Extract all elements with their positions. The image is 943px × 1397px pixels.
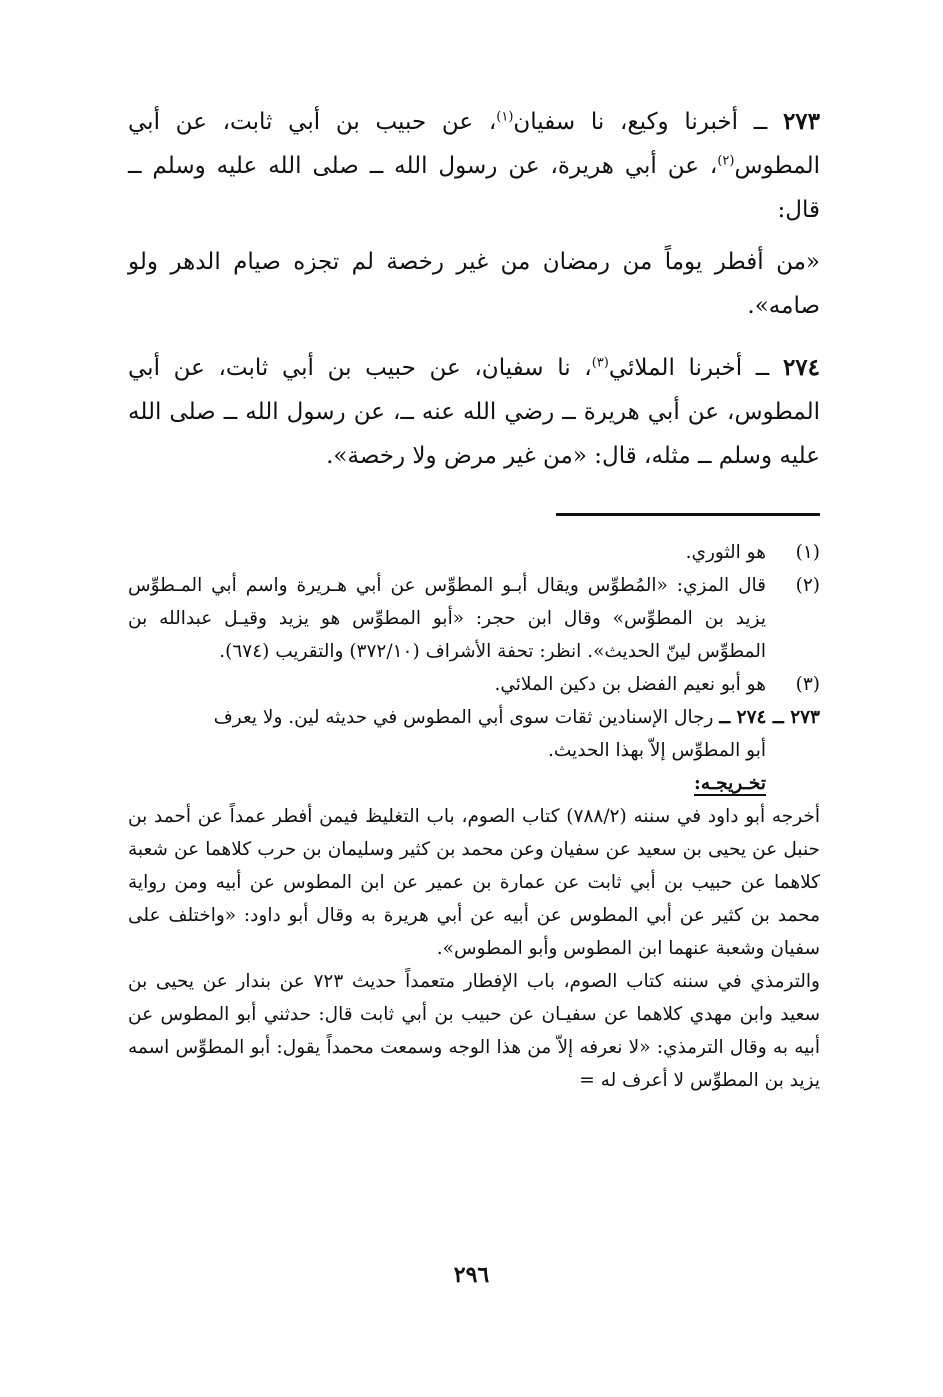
footnote-ref[interactable]: (٣)	[591, 355, 609, 371]
hadith-text: ، نا سفيان، عن حبيب بن أبي ثابت، عن أبي المطوس، عن أبي هريرة ــ رضي الله عنه ــ، عن رسول الله ــ صلى الله عليه وسلم ــ مثله، قال: «من غير مرض ولا رخصة».	[128, 355, 820, 469]
footnote-text: هو أبو نعيم الفضل بن دكين الملائي.	[494, 674, 766, 695]
takhrij-heading-text: تخـريجـه:	[694, 773, 766, 794]
footnote-separator	[556, 513, 820, 516]
hadith-number: ٢٧٣	[782, 108, 821, 135]
hadith-text: ــ أخبرنا وكيع، نا سفيان	[513, 109, 783, 135]
hadith-273	[128, 100, 820, 232]
footnote-ref[interactable]: (٢)	[717, 153, 735, 169]
isnad-note-continuation: أبو المطوِّس إلاّ بهذا الحديث.	[548, 740, 766, 761]
isnad-note-mark: ٢٧٣ ــ ٢٧٤ ــ	[719, 707, 820, 728]
hadith-text: ، عن أبي هريرة، عن رسول الله ــ صلى الله عليه وسلم ــ قال:	[128, 153, 820, 223]
footnote-mark: (٣)	[795, 674, 820, 695]
takhrij-paragraph-tirmidhi: والترمذي في سننه كتاب الصوم، باب الإفطار متعمداً حديث ٧٢٣ عن بندار عن يحيى بن سعيد وابن مهدي كلاهما عن سفيـان عن حبيب بن أبي ثابت قال: حدثني أبو المطوس عن أبيه به وقال الترمذي: «لا نعرفه إلاّ من هذا الوجه وسمعت محمداً يقول: أبو المطوِّس اسمه يزيد بن المطوِّس لا أعرف له =	[128, 971, 820, 1091]
page-number: ٢٩٦	[453, 1262, 490, 1288]
footnote-text: هو الثوري.	[685, 542, 766, 563]
takhrij-heading	[128, 767, 820, 800]
footnote-2	[128, 569, 820, 668]
footnotes-section	[128, 536, 820, 1097]
hadith-text: ــ أخبرنا الملائي	[608, 355, 783, 381]
hadith-text: ، عن حبيب بن أبي ثابت، عن أبي المطوس	[128, 109, 820, 179]
footnote-3	[128, 668, 820, 701]
footnote-1	[128, 536, 820, 569]
hadith-273-quote: «من أفطر يوماً من رمضان من غير رخصة لم تجزه صيام الدهر ولو صامه».	[128, 249, 820, 319]
hadith-274	[128, 346, 820, 478]
takhrij-paragraph-abu-dawud: أخرجه أبو داود في سننه (٧٨٨/٢) كتاب الصوم، باب التغليظ فيمن أفطر عمداً عن أحمد بن حنبل عن يحيى بن سعيد عن سفيان وعن محمد بن كثير وسليمان بن حرب كلاهما عن شعبة كلاهما عن حبيب بن أبي ثابت عن عمارة بن عمير عن ابن المطوس عن أبيه ومن رواية محمد بن كثير عن أبي المطوس عن أبيه عن أبي هريرة به وقال أبو داود: «واختلف على سفيان وشعبة عنهما ابن المطوس وأبو المطوس».	[128, 806, 820, 959]
footnote-text: قال المزي: «المُطوِّس ويقال أبـو المطوِّس عن أبي هـريرة واسم أبي المـطوِّس يزيد بن المطوِّس» وقال ابن حجر: «أبو المطوِّس هو يزيد وقيـل عبدالله بن المطوِّس لينّ الحديث». انظر: تحفة الأشراف (٣٧٢/١٠) والتقريب (٦٧٤).	[128, 575, 766, 662]
hadith-number: ٢٧٤	[782, 354, 820, 381]
isnad-note	[128, 701, 820, 734]
isnad-note-text: رجال الإسنادين ثقات سوى أبي المطوس في حديثه لين. ولا يعرف	[213, 707, 720, 728]
footnote-ref[interactable]: (١)	[496, 109, 514, 125]
footnote-mark: (١)	[795, 542, 820, 563]
footnote-mark: (٢)	[795, 575, 820, 596]
